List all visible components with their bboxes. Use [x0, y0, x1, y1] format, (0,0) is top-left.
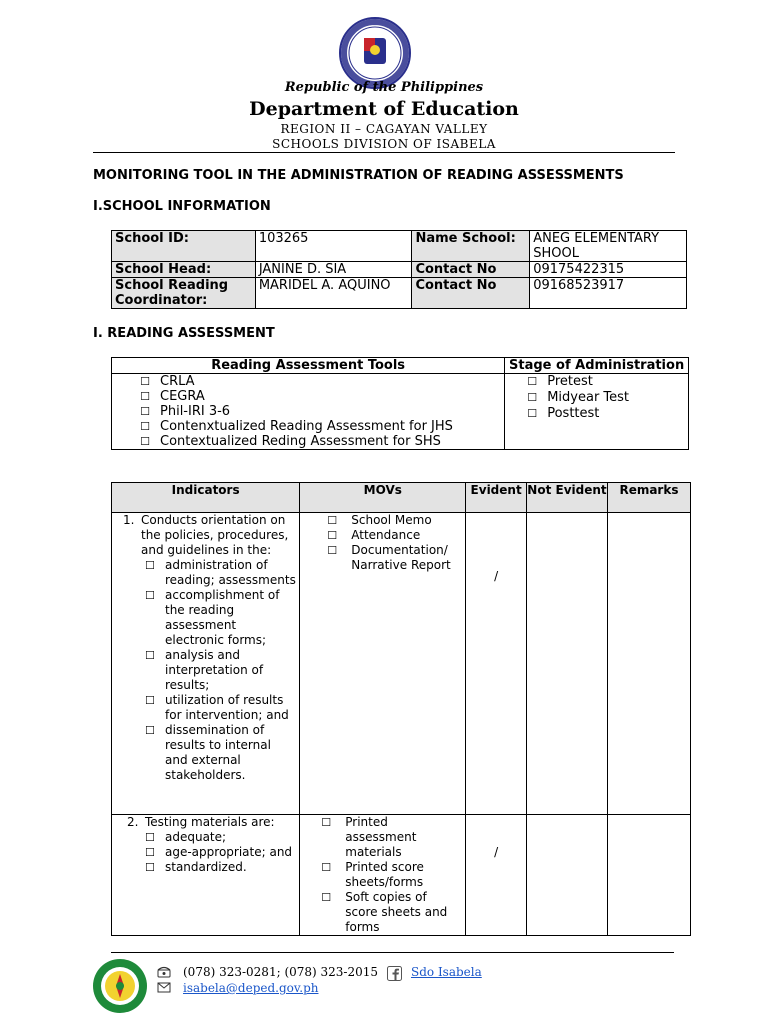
checkbox-icon[interactable]: ☐ [527, 407, 538, 420]
deped-seal-logo [338, 16, 412, 90]
checkbox-icon[interactable]: ☐ [140, 390, 150, 403]
mov-item[interactable]: ☐ Printed score sheets/forms [321, 860, 424, 889]
facebook-icon [387, 966, 402, 981]
col-evident: Evident [466, 483, 527, 513]
indicators-table [111, 482, 691, 936]
sub-item[interactable]: ☐ adequate; [145, 830, 227, 844]
tools-list [138, 374, 501, 449]
indicator-number: 1. [123, 513, 135, 527]
checkbox-icon[interactable]: ☐ [145, 724, 155, 737]
checkbox-icon[interactable]: ☐ [327, 544, 338, 557]
school-id-label: School ID: [112, 231, 256, 262]
checkbox-icon[interactable]: ☐ [321, 891, 332, 904]
contact-no-value: 09175422315 [530, 262, 687, 278]
header-region: REGION II – CAGAYAN VALLEY [280, 122, 488, 136]
header-republic: Republic of the Philippines [284, 80, 484, 95]
phone-icon [157, 966, 171, 978]
tool-item[interactable]: ☐ Phil-IRI 3-6 [138, 404, 501, 419]
mail-icon [157, 982, 171, 993]
checkbox-icon[interactable]: ☐ [145, 559, 155, 572]
mov-item[interactable]: ☐ Documentation/ Narrative Report [327, 543, 451, 572]
not-evident-cell[interactable] [526, 513, 607, 815]
col-indicators: Indicators [112, 483, 300, 513]
mov-item[interactable]: ☐ Attendance [327, 528, 421, 542]
school-head-label: School Head: [112, 262, 256, 278]
sub-item[interactable]: ☐ utilization of results for intervention; and [145, 693, 289, 722]
sub-item[interactable]: ☐ administration of reading; assessments [145, 558, 296, 587]
contact-no-label: Contact No [412, 262, 530, 278]
sub-item[interactable]: ☐ standardized. [145, 860, 247, 874]
evident-mark: / [494, 569, 499, 583]
footer-divider [111, 952, 674, 953]
reading-coordinator-label: School Reading Coordinator: [112, 278, 256, 309]
checkbox-icon[interactable]: ☐ [527, 375, 538, 388]
checkbox-icon[interactable]: ☐ [145, 649, 155, 662]
checkbox-icon[interactable]: ☐ [140, 375, 150, 388]
not-evident-cell[interactable] [526, 815, 607, 936]
checkbox-icon[interactable]: ☐ [327, 514, 338, 527]
col-remarks: Remarks [607, 483, 690, 513]
checkbox-icon[interactable]: ☐ [145, 589, 155, 602]
checkbox-icon[interactable]: ☐ [140, 435, 150, 448]
checkbox-icon[interactable]: ☐ [140, 420, 150, 433]
stage-item[interactable]: ☐ Midyear Test [525, 390, 685, 406]
tool-item[interactable]: ☐ Contenxtualized Reading Assessment for JHS [138, 419, 501, 434]
checkbox-icon[interactable]: ☐ [145, 861, 155, 874]
checkbox-icon[interactable]: ☐ [321, 861, 332, 874]
stage-header: Stage of Administration [505, 358, 689, 374]
stage-item[interactable]: ☐ Pretest [525, 374, 685, 390]
sub-item[interactable]: ☐ dissemination of results to internal and external stakeholders. [145, 723, 271, 782]
school-head-value: JANINE D. SIA [255, 262, 412, 278]
school-info-table [111, 230, 687, 309]
checkbox-icon[interactable]: ☐ [145, 846, 155, 859]
indicator-number: 2. [127, 815, 139, 829]
tool-item[interactable]: ☐ CRLA [138, 374, 501, 389]
sub-item[interactable]: ☐ age-appropriate; and [145, 845, 293, 859]
col-not-evident: Not Evident [526, 483, 607, 513]
sdo-isabela-logo [92, 958, 148, 1014]
contact-no-label-2: Contact No [412, 278, 530, 309]
evident-mark: / [494, 845, 499, 859]
table-row [112, 815, 691, 936]
footer-facebook-link[interactable]: Sdo Isabela [411, 965, 482, 979]
reading-coordinator-value: MARIDEL A. AQUINO [255, 278, 412, 309]
checkbox-icon[interactable]: ☐ [527, 391, 538, 404]
checkbox-icon[interactable]: ☐ [321, 816, 332, 829]
checkbox-icon[interactable]: ☐ [145, 694, 155, 707]
footer-email-link[interactable]: isabela@deped.gov.ph [183, 981, 319, 995]
checkbox-icon[interactable]: ☐ [327, 529, 338, 542]
header-division: SCHOOLS DIVISION OF ISABELA [272, 137, 496, 151]
header-department: Department of Education [249, 98, 519, 120]
checkbox-icon[interactable]: ☐ [140, 405, 150, 418]
mov-item[interactable]: ☐ Printed assessment materials [321, 815, 417, 859]
indicator-text: Conducts orientation on the policies, procedures, and guidelines in the: [141, 513, 289, 557]
stages-list [525, 374, 685, 422]
name-school-label: Name School: [412, 231, 530, 262]
remarks-cell[interactable] [607, 815, 690, 936]
col-movs: MOVs [300, 483, 466, 513]
contact-no-value-2: 09168523917 [530, 278, 687, 309]
document-title: MONITORING TOOL IN THE ADMINISTRATION OF READING ASSESSMENTS [93, 168, 624, 183]
header-divider [93, 152, 675, 153]
indicator-text: Testing materials are: [145, 815, 275, 829]
sub-item[interactable]: ☐ accomplishment of the reading assessment electronic forms; [145, 588, 280, 647]
checkbox-icon[interactable]: ☐ [145, 831, 155, 844]
name-school-value: ANEG ELEMENTARY SHOOL [530, 231, 687, 262]
tool-item[interactable]: ☐ Contextualized Reding Assessment for SHS [138, 434, 501, 449]
mov-item[interactable]: ☐ School Memo [327, 513, 432, 527]
stage-item[interactable]: ☐ Posttest [525, 406, 685, 422]
section-reading-assessment: I. READING ASSESSMENT [93, 326, 275, 341]
section-school-information: I.SCHOOL INFORMATION [93, 199, 271, 214]
sub-item[interactable]: ☐ analysis and interpretation of results; [145, 648, 264, 692]
assessment-tools-table [111, 357, 689, 450]
remarks-cell[interactable] [607, 513, 690, 815]
footer-phone: (078) 323-0281; (078) 323-2015 [183, 965, 379, 979]
tools-header: Reading Assessment Tools [112, 358, 505, 374]
mov-item[interactable]: ☐ Soft copies of score sheets and forms [321, 890, 448, 934]
school-id-value: 103265 [255, 231, 412, 262]
tool-item[interactable]: ☐ CEGRA [138, 389, 501, 404]
table-row [112, 513, 691, 815]
